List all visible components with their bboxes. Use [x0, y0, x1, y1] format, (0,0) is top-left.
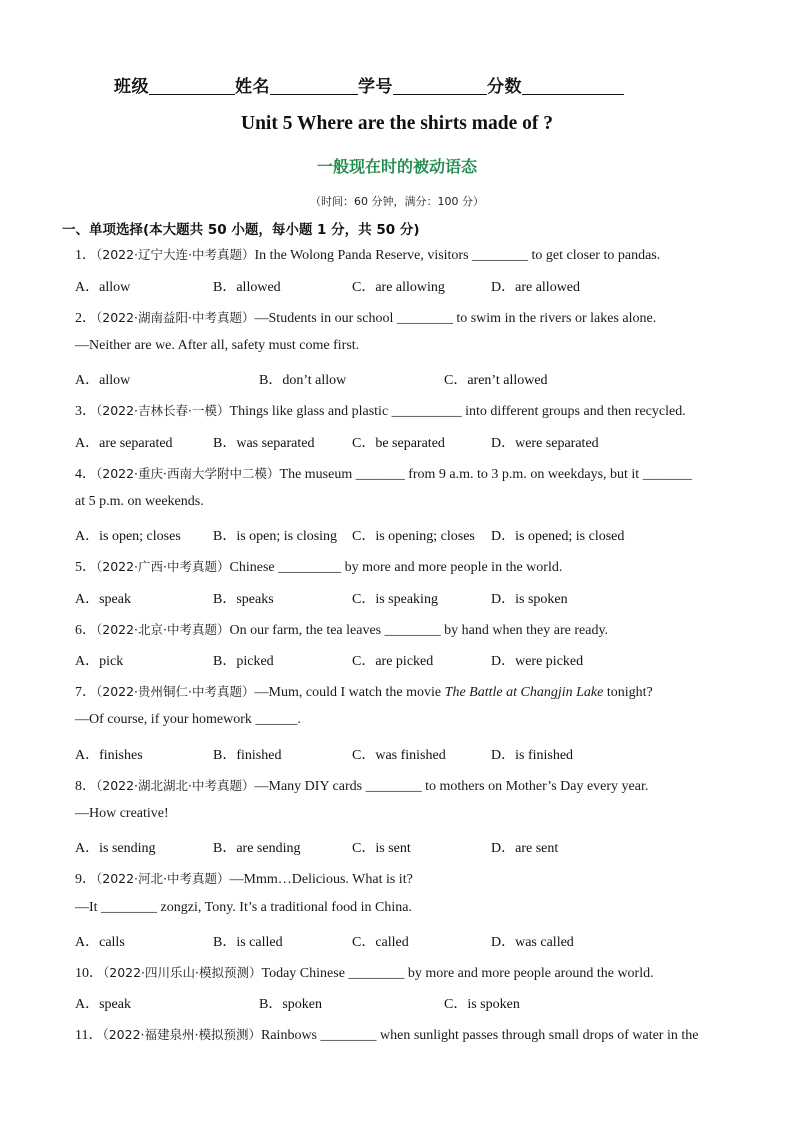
option-b: B．is open; is closing: [213, 529, 338, 544]
question-2-reply: —Neither are we. After all, safety must come first.: [75, 338, 360, 353]
unit-title: Unit 5 Where are the shirts made of ?: [241, 113, 553, 134]
option-c: C．aren’t allowed: [444, 373, 548, 388]
option-a: A．allow: [75, 373, 131, 388]
question-9-reply: —It ________ zongzi, Tony. It’s a traditional food in China.: [75, 900, 412, 915]
question-source: （2022·重庆·西南大学附中二模）: [96, 466, 280, 481]
option-b: B．is called: [213, 935, 283, 950]
question-10: [75, 962, 654, 982]
question-source: （2022·吉林长春·一模）: [96, 403, 230, 418]
question-source: （2022·贵州铜仁·中考真题）: [96, 684, 255, 699]
question-text: On our farm, the tea leaves ________ by hand when they are ready.: [229, 623, 609, 638]
option-b: B．was separated: [213, 436, 315, 451]
option-d: D．are sent: [491, 841, 559, 856]
option-b: B．don’t allow: [259, 373, 347, 388]
question-text: —Mum, could I watch the movie: [254, 685, 445, 700]
question-number: 10．: [75, 966, 103, 981]
option-b: B．picked: [213, 654, 274, 669]
section-heading: 一、单项选择(本大题共 50 小题，每小题 1 分，共 50 分): [62, 222, 420, 238]
question-number: 7．: [75, 685, 96, 700]
question-source: （2022·广西·中考真题）: [96, 559, 230, 574]
option-a: A．is open; closes: [75, 529, 181, 544]
score-label: 分数: [487, 77, 522, 97]
question-text: Today Chinese ________ by more and more people around the world.: [261, 966, 654, 981]
option-a: A．pick: [75, 654, 124, 669]
option-d: D．was called: [491, 935, 574, 950]
question-text: Rainbows ________ when sunlight passes through small drops of water in the: [261, 1028, 699, 1043]
score-blank: [522, 78, 624, 95]
option-a: A．allow: [75, 280, 131, 295]
question-number: 5．: [75, 560, 96, 575]
option-a: A．are separated: [75, 436, 173, 451]
question-8-reply: —How creative!: [75, 806, 169, 821]
question-number: 2．: [75, 311, 96, 326]
question-4-continued: at 5 p.m. on weekends.: [75, 494, 204, 509]
option-b: B．are sending: [213, 841, 301, 856]
question-source: （2022·湖南益阳·中考真题）: [96, 310, 255, 325]
option-c: C．are allowing: [352, 280, 445, 295]
option-a: A．speak: [75, 592, 131, 607]
question-source: （2022·四川乐山·模拟预测）: [103, 965, 262, 980]
option-c: C．was finished: [352, 748, 446, 763]
question-text: The museum _______ from 9 a.m. to 3 p.m. on weekdays, but it _______: [279, 467, 692, 482]
question-3: [75, 400, 686, 420]
name-label: 姓名: [235, 77, 270, 97]
question-7: [75, 681, 653, 701]
question-number: 11．: [75, 1028, 103, 1043]
question-8: [75, 775, 648, 795]
question-text: Chinese _________ by more and more people in the world.: [229, 560, 563, 575]
question-number: 3．: [75, 404, 96, 419]
question-11: [75, 1024, 698, 1044]
option-b: B．finished: [213, 748, 282, 763]
option-b: B．speaks: [213, 592, 274, 607]
question-text: —Mmm…Delicious. What is it?: [229, 872, 413, 887]
option-a: A．finishes: [75, 748, 143, 763]
question-source: （2022·辽宁大连·中考真题）: [96, 247, 255, 262]
option-d: D．were separated: [491, 436, 599, 451]
question-source: （2022·湖北湖北·中考真题）: [96, 778, 255, 793]
option-d: D．are allowed: [491, 280, 581, 295]
class-blank: [149, 78, 235, 95]
option-d: D．is finished: [491, 748, 574, 763]
option-b: B．spoken: [259, 997, 322, 1012]
class-label: 班级: [114, 77, 149, 97]
option-b: B．allowed: [213, 280, 281, 295]
option-d: D．is opened; is closed: [491, 529, 625, 544]
movie-title: The Battle at Changjin Lake: [444, 685, 604, 700]
question-number: 6．: [75, 623, 96, 638]
option-c: C．are picked: [352, 654, 434, 669]
option-c: C．is opening; closes: [352, 529, 475, 544]
id-blank: [393, 78, 487, 95]
option-c: C．is spoken: [444, 997, 520, 1012]
student-info-line: [114, 72, 624, 97]
question-6: [75, 619, 608, 639]
question-source: （2022·河北·中考真题）: [96, 871, 230, 886]
question-9: [75, 868, 413, 888]
question-number: 4．: [75, 467, 96, 482]
name-blank: [270, 78, 358, 95]
question-7-reply: —Of course, if your homework ______.: [75, 712, 301, 727]
option-c: C．called: [352, 935, 409, 950]
time-score-info: （时间：60 分钟，满分：100 分）: [310, 195, 484, 208]
option-a: A．speak: [75, 997, 131, 1012]
question-text: —Students in our school ________ to swim in the rivers or lakes alone.: [254, 311, 657, 326]
option-c: C．be separated: [352, 436, 445, 451]
option-c: C．is sent: [352, 841, 411, 856]
question-text-end: tonight?: [603, 685, 653, 700]
question-number: 8．: [75, 779, 96, 794]
topic-subtitle: 一般现在时的被动语态: [316, 157, 477, 176]
question-1: [75, 244, 660, 264]
question-number: 9．: [75, 872, 96, 887]
option-a: A．calls: [75, 935, 125, 950]
option-d: D．were picked: [491, 654, 584, 669]
question-2: [75, 307, 656, 327]
question-text: Things like glass and plastic __________ into different groups and then recycled.: [229, 404, 686, 419]
question-number: 1．: [75, 248, 96, 263]
id-label: 学号: [358, 77, 393, 97]
option-a: A．is sending: [75, 841, 156, 856]
question-text: —Many DIY cards ________ to mothers on Mother’s Day every year.: [254, 779, 649, 794]
option-d: D．is spoken: [491, 592, 568, 607]
question-5: [75, 556, 562, 576]
question-source: （2022·北京·中考真题）: [96, 622, 230, 637]
option-c: C．is speaking: [352, 592, 438, 607]
question-4: [75, 463, 692, 483]
question-text: In the Wolong Panda Reserve, visitors ________ to get closer to pandas.: [254, 248, 661, 263]
question-source: （2022·福建泉州·模拟预测）: [102, 1027, 261, 1042]
